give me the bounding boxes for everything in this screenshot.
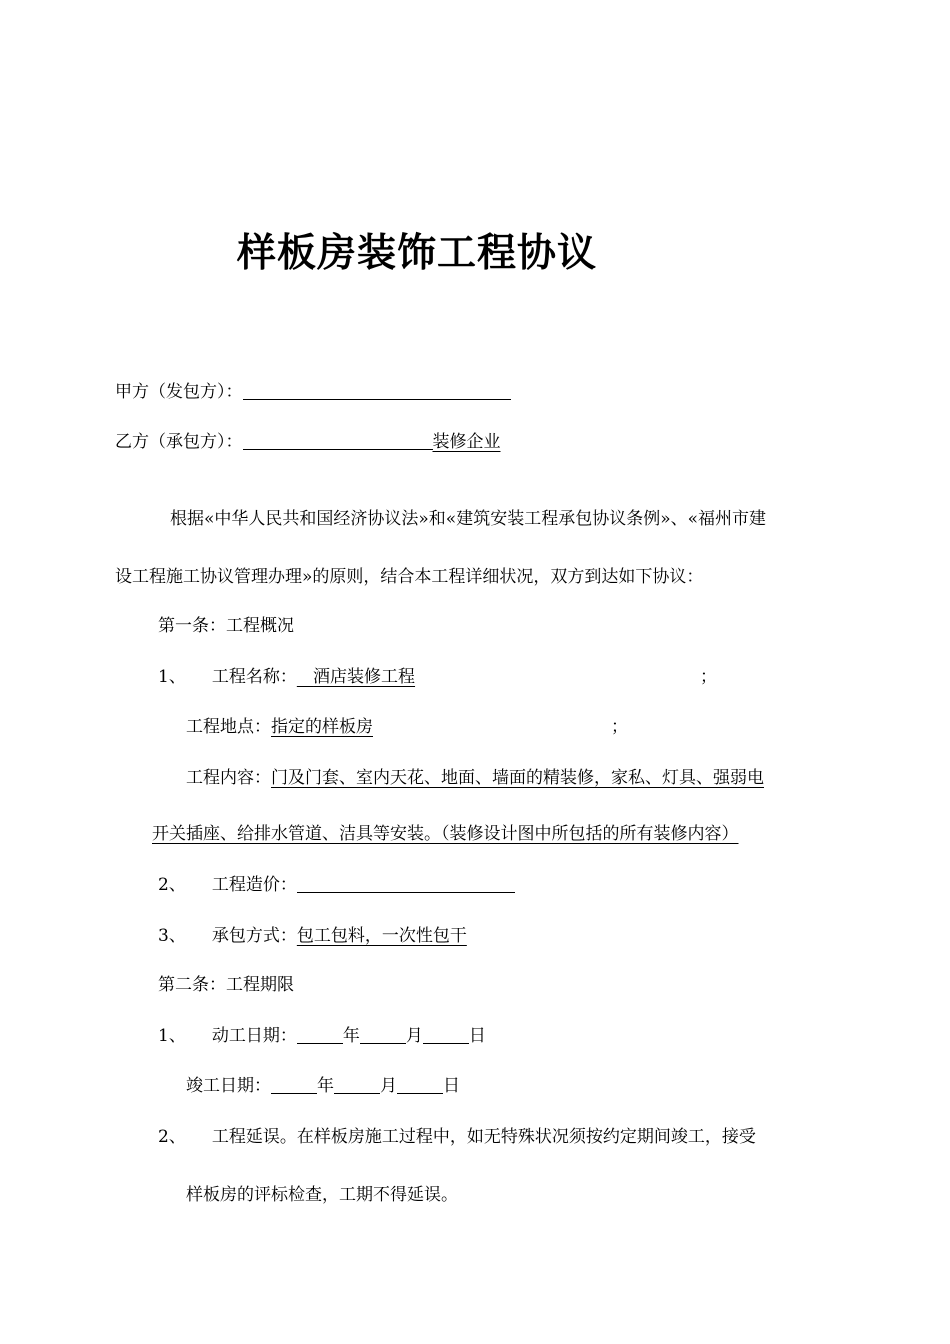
intro-line-2: 设工程施工协议管理办理»的原则，结合本工程详细状况，双方到达如下协议： [115, 567, 704, 587]
start-date-label: 动工日期： [211, 1026, 297, 1046]
finish-day-blank [397, 1075, 443, 1094]
project-cost-blank [297, 874, 515, 893]
project-content-label: 工程内容： [186, 768, 271, 788]
project-name-label: 工程名称： [211, 667, 297, 687]
finish-month-blank [334, 1075, 380, 1094]
contract-method-line [158, 924, 497, 948]
item-number: 1、 [158, 667, 186, 687]
month-label: 月 [405, 1026, 423, 1046]
project-location-label: 工程地点： [186, 717, 271, 737]
party-b-label: 乙方（承包方）： [115, 432, 243, 452]
project-content-value-1: 门及门套、室内天花、地面、墙面的精装修，家私、灯具、强弱电 [271, 768, 764, 788]
contract-method-label: 承包方式： [211, 926, 297, 946]
finish-year-blank [271, 1075, 317, 1094]
item-number: 2、 [158, 1127, 186, 1147]
semicolon: ； [700, 667, 718, 687]
day-label: 日 [443, 1076, 460, 1096]
project-cost-line [158, 873, 515, 897]
article-1-heading: 第一条：工程概况 [158, 616, 294, 636]
project-name-line [158, 665, 717, 689]
project-location-line [186, 715, 628, 739]
day-label: 日 [468, 1026, 486, 1046]
start-date-line [158, 1024, 486, 1048]
project-content-line-1 [186, 766, 764, 790]
party-a-label: 甲方（发包方）： [115, 382, 243, 402]
intro-line-1: 根据«中华人民共和国经济协议法»和«建筑安装工程承包协议条例»、«福州市建 [170, 509, 767, 529]
delay-text-1: 工程延误。在样板房施工过程中，如无特殊状况须按约定期间竣工，接受 [211, 1127, 756, 1147]
project-content-line-2 [152, 822, 739, 846]
start-month-blank [360, 1025, 406, 1044]
item-number: 1、 [158, 1026, 186, 1046]
finish-date-line [186, 1074, 460, 1098]
start-year-blank [297, 1025, 343, 1044]
party-a-blank [243, 381, 511, 400]
project-content-value-2: 开关插座、给排水管道、洁具等安装。（装修设计图中所包括的所有装修内容） [152, 824, 739, 844]
contract-method-value: 包工包料，一次性包干 [296, 926, 467, 946]
party-a-line [115, 380, 511, 404]
project-location-value: 指定的样板房 [271, 717, 373, 737]
document-title: 样板房装饰工程协议 [237, 231, 598, 276]
party-b-line [115, 430, 501, 454]
article-2-heading: 第二条：工程期限 [158, 975, 294, 995]
party-b-blank [243, 431, 433, 450]
project-name-value: 酒店装修工程 [313, 667, 416, 687]
year-label: 年 [342, 1026, 360, 1046]
delay-line-1 [158, 1125, 756, 1149]
month-label: 月 [380, 1076, 397, 1096]
item-number: 2、 [158, 875, 186, 895]
finish-date-label: 竣工日期： [186, 1076, 271, 1096]
year-label: 年 [317, 1076, 334, 1096]
party-b-value: 装修企业 [432, 432, 501, 452]
delay-line-2: 样板房的评标检查，工期不得延误。 [186, 1185, 458, 1205]
start-day-blank [423, 1025, 469, 1044]
project-cost-label: 工程造价： [211, 875, 297, 895]
item-number: 3、 [158, 926, 186, 946]
semicolon: ； [611, 717, 628, 737]
